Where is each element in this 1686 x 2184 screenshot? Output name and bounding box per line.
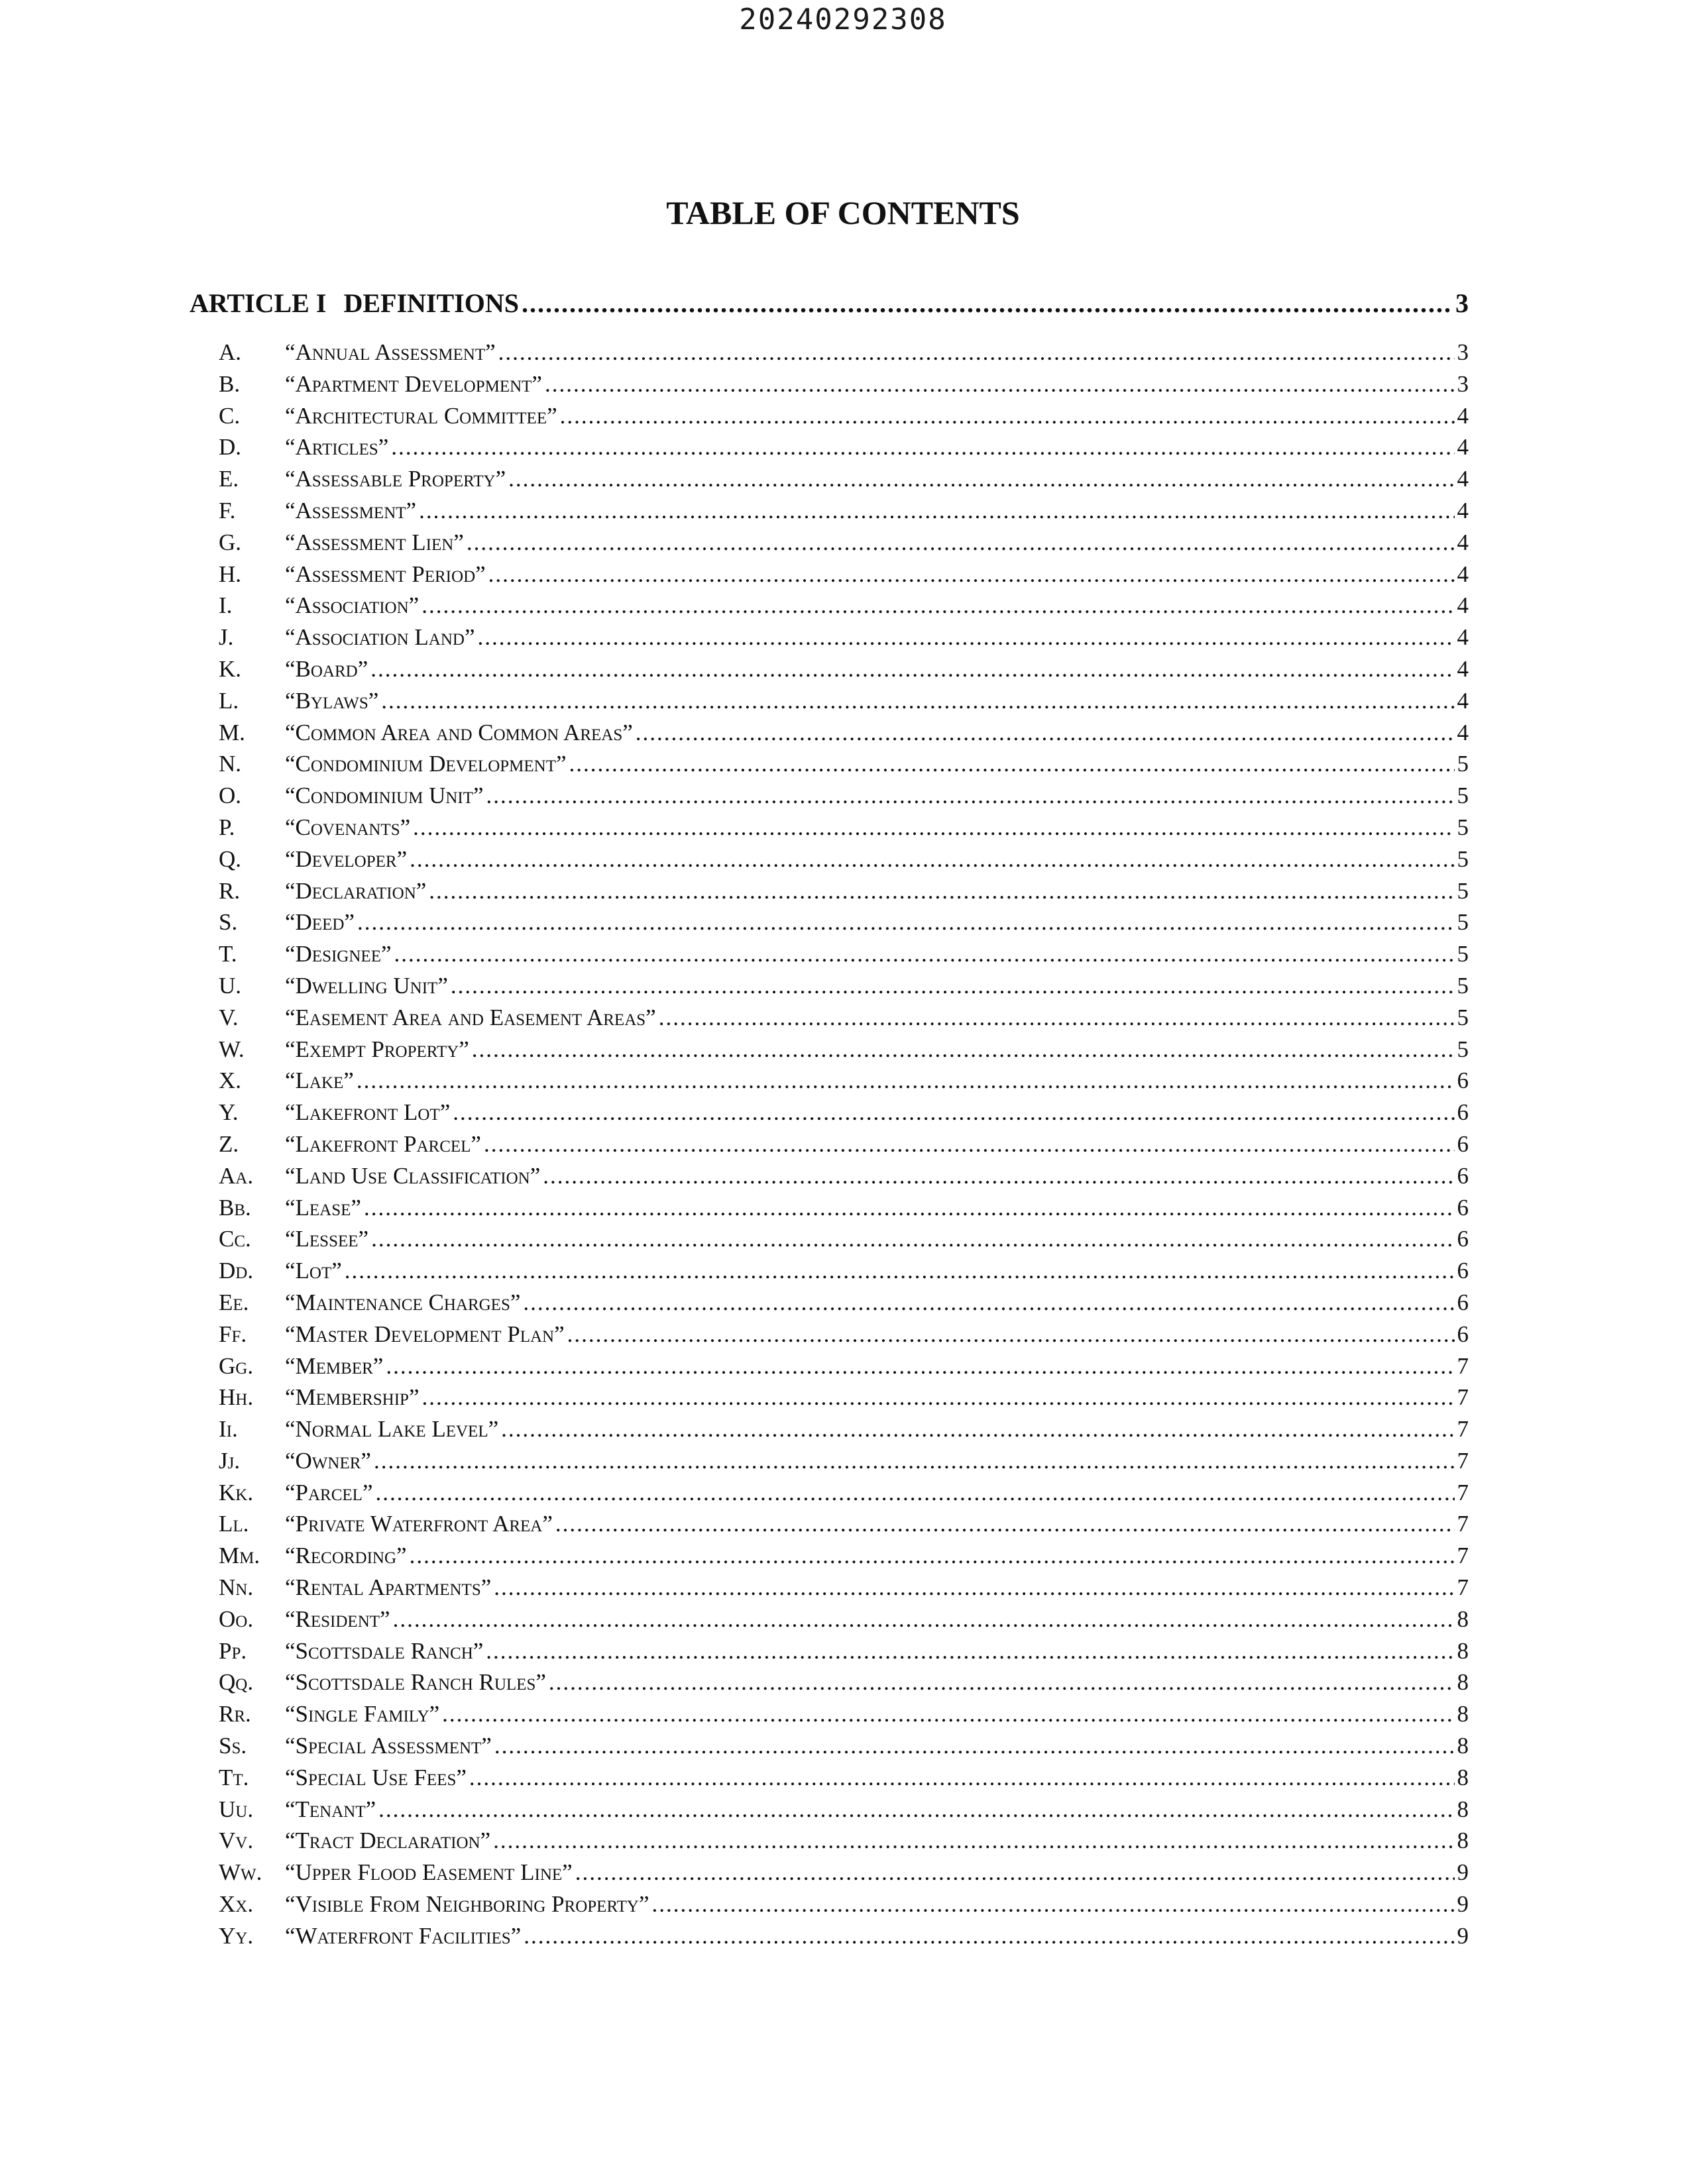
toc-entry <box>219 1163 1469 1195</box>
entry-page-number: 3 <box>1457 339 1469 365</box>
toc-entry <box>219 1701 1469 1733</box>
entry-letter: M. <box>219 719 245 745</box>
entry-term: “Parcel” <box>285 1479 373 1505</box>
toc-entry <box>219 878 1469 910</box>
entry-term: “Assessable Property” <box>285 466 506 492</box>
toc-entry <box>219 656 1469 688</box>
entry-page-number: 5 <box>1457 1036 1469 1062</box>
dot-leader <box>522 288 1453 319</box>
entry-letter: H. <box>219 561 242 587</box>
dot-leader <box>486 783 1455 809</box>
entry-letter: Hh. <box>219 1384 254 1411</box>
entry-term: “Rental Apartments” <box>285 1574 492 1601</box>
entry-letter: C. <box>219 402 241 429</box>
entry-page-number: 4 <box>1457 402 1469 429</box>
entry-page-number: 4 <box>1457 466 1469 492</box>
entry-term: “Assessment Lien” <box>285 529 464 555</box>
dot-leader <box>370 656 1454 682</box>
entry-letter: F. <box>219 497 236 523</box>
entry-page-number: 9 <box>1457 1859 1469 1886</box>
toc-entry <box>219 1859 1469 1891</box>
dot-leader <box>386 1353 1454 1380</box>
entry-page-number: 8 <box>1457 1606 1469 1632</box>
toc-entry-list <box>219 339 1469 1955</box>
toc-entry <box>219 751 1469 783</box>
entry-page-number: 4 <box>1457 561 1469 587</box>
entry-page-number: 6 <box>1457 1289 1469 1315</box>
dot-leader <box>374 1448 1455 1474</box>
dot-leader <box>393 1606 1455 1633</box>
entry-letter: N. <box>219 751 242 777</box>
entry-letter: K. <box>219 655 242 682</box>
entry-term: “Articles” <box>285 434 389 461</box>
entry-letter: Ee. <box>219 1289 249 1315</box>
dot-leader <box>371 1226 1454 1252</box>
toc-entry <box>219 624 1469 656</box>
entry-term: “Waterfront Facilities” <box>285 1922 522 1949</box>
entry-term: “Board” <box>285 655 368 682</box>
entry-letter: Cc. <box>219 1226 251 1252</box>
entry-term: “Deed” <box>285 909 355 936</box>
entry-letter: T. <box>219 941 237 967</box>
entry-letter: R. <box>219 877 241 904</box>
entry-page-number: 4 <box>1457 497 1469 523</box>
toc-entry <box>219 1480 1469 1511</box>
dot-leader <box>378 1796 1454 1823</box>
entry-term: “Lakefront Lot” <box>285 1099 451 1126</box>
entry-page-number: 5 <box>1457 846 1469 872</box>
entry-page-number: 5 <box>1457 941 1469 967</box>
dot-leader <box>394 941 1455 967</box>
entry-page-number: 9 <box>1457 1891 1469 1918</box>
entry-term: “Easement Area and Easement Areas” <box>285 1004 656 1030</box>
entry-term: “Resident” <box>285 1606 390 1632</box>
toc-entry <box>219 973 1469 1005</box>
dot-leader <box>419 498 1454 524</box>
entry-term: “Association Land” <box>285 624 475 651</box>
toc-entry <box>219 529 1469 561</box>
entry-page-number: 4 <box>1457 655 1469 682</box>
entry-page-number: 4 <box>1457 719 1469 745</box>
entry-letter: B. <box>219 370 241 397</box>
dot-leader <box>467 529 1455 556</box>
entry-term: “Private Waterfront Area” <box>285 1511 553 1537</box>
entry-page-number: 5 <box>1457 972 1469 999</box>
dot-leader <box>410 846 1454 873</box>
toc-entry <box>219 1289 1469 1321</box>
entry-term: “Owner” <box>285 1447 371 1474</box>
entry-page-number: 5 <box>1457 877 1469 904</box>
dot-leader <box>469 1765 1455 1791</box>
entry-letter: Y. <box>219 1099 239 1126</box>
entry-letter: Pp. <box>219 1637 247 1664</box>
entry-page-number: 7 <box>1457 1543 1469 1569</box>
entry-letter: A. <box>219 339 242 365</box>
entry-term: “Dwelling Unit” <box>285 972 448 999</box>
entry-letter: Oo. <box>219 1606 254 1632</box>
entry-page-number: 7 <box>1457 1352 1469 1379</box>
entry-page-number: 9 <box>1457 1922 1469 1949</box>
entry-letter: G. <box>219 529 242 555</box>
entry-term: “Recording” <box>285 1543 407 1569</box>
entry-page-number: 4 <box>1457 592 1469 619</box>
entry-letter: Kk. <box>219 1479 254 1505</box>
dot-leader <box>364 1195 1455 1221</box>
dot-leader <box>472 1036 1455 1063</box>
toc-entry <box>219 1574 1469 1606</box>
entry-letter: Vv. <box>219 1828 254 1854</box>
entry-letter: W. <box>219 1036 245 1062</box>
entry-letter: E. <box>219 466 239 492</box>
entry-term: “Declaration” <box>285 877 427 904</box>
toc-entry <box>219 941 1469 973</box>
toc-entry <box>219 1543 1469 1574</box>
toc-entry <box>219 498 1469 529</box>
toc-entry <box>219 403 1469 435</box>
toc-entry <box>219 1067 1469 1099</box>
dot-leader <box>560 403 1455 429</box>
toc-entry <box>219 688 1469 720</box>
entry-page-number: 4 <box>1457 529 1469 555</box>
entry-term: “Apartment Development” <box>285 370 542 397</box>
entry-letter: Jj. <box>219 1447 241 1474</box>
dot-leader <box>508 466 1454 492</box>
entry-term: “Scottsdale Ranch” <box>285 1637 484 1664</box>
dot-leader <box>488 561 1455 588</box>
entry-page-number: 5 <box>1457 1004 1469 1030</box>
toc-entry <box>219 1796 1469 1828</box>
entry-page-number: 8 <box>1457 1796 1469 1822</box>
entry-term: “Member” <box>285 1352 384 1379</box>
entry-letter: Uu. <box>219 1796 254 1822</box>
dot-leader <box>569 751 1455 777</box>
entry-page-number: 4 <box>1457 687 1469 714</box>
dot-leader <box>549 1669 1455 1696</box>
entry-letter: Mm. <box>219 1543 260 1569</box>
entry-term: “Condominium Unit” <box>285 783 484 809</box>
article-page-number: 3 <box>1455 288 1469 318</box>
entry-letter: X. <box>219 1067 242 1094</box>
entry-letter: Aa. <box>219 1162 254 1189</box>
toc-entry <box>219 371 1469 403</box>
dot-leader <box>453 1099 1454 1126</box>
entry-term: “Tenant” <box>285 1796 376 1822</box>
dot-leader <box>478 624 1455 651</box>
toc-entry <box>219 1733 1469 1765</box>
entry-page-number: 6 <box>1457 1194 1469 1221</box>
dot-leader <box>494 1733 1455 1759</box>
entry-term: “Lease” <box>285 1194 361 1221</box>
entry-letter: Ii. <box>219 1416 238 1443</box>
entry-term: “Annual Assessment” <box>285 339 496 365</box>
entry-page-number: 8 <box>1457 1669 1469 1696</box>
dot-leader <box>501 1416 1454 1443</box>
entry-letter: Nn. <box>219 1574 254 1601</box>
toc-entry <box>219 1005 1469 1036</box>
toc-entry <box>219 1099 1469 1131</box>
dot-leader <box>429 878 1454 904</box>
dot-leader <box>486 1638 1454 1665</box>
toc-article-heading <box>190 288 1469 325</box>
entry-page-number: 4 <box>1457 624 1469 651</box>
entry-page-number: 7 <box>1457 1447 1469 1474</box>
toc-entry <box>219 1226 1469 1258</box>
entry-letter: Qq. <box>219 1669 254 1696</box>
entry-letter: Yy. <box>219 1922 254 1949</box>
entry-page-number: 7 <box>1457 1384 1469 1411</box>
toc-entry <box>219 1891 1469 1923</box>
entry-term: “Exempt Property” <box>285 1036 469 1062</box>
entry-term: “Upper Flood Easement Line” <box>285 1859 573 1886</box>
entry-letter: Q. <box>219 846 242 872</box>
entry-letter: I. <box>219 592 233 619</box>
toc-entry <box>219 1765 1469 1796</box>
entry-term: “Visible From Neighboring Property” <box>285 1891 649 1918</box>
dot-leader <box>451 973 1455 999</box>
dot-leader <box>636 720 1455 746</box>
toc-entry <box>219 1511 1469 1543</box>
toc-entry <box>219 1036 1469 1068</box>
dot-leader <box>422 592 1454 619</box>
entry-page-number: 5 <box>1457 909 1469 936</box>
dot-leader <box>442 1701 1454 1727</box>
entry-term: “Land Use Classification” <box>285 1162 541 1189</box>
entry-term: “Tract Declaration” <box>285 1828 491 1854</box>
dot-leader <box>375 1480 1454 1506</box>
entry-letter: Ll. <box>219 1511 249 1537</box>
entry-page-number: 6 <box>1457 1067 1469 1094</box>
entry-term: “Lot” <box>285 1258 342 1284</box>
entry-letter: P. <box>219 814 235 840</box>
dot-leader <box>651 1891 1454 1918</box>
dot-leader <box>523 1289 1454 1316</box>
dot-leader <box>575 1859 1455 1886</box>
entry-page-number: 6 <box>1457 1258 1469 1284</box>
entry-term: “Lakefront Parcel” <box>285 1130 481 1157</box>
entry-term: “Common Area and Common Areas” <box>285 719 633 745</box>
dot-leader <box>524 1923 1454 1949</box>
entry-letter: Z. <box>219 1130 239 1157</box>
toc-entry <box>219 1923 1469 1955</box>
entry-page-number: 8 <box>1457 1764 1469 1790</box>
entry-page-number: 5 <box>1457 751 1469 777</box>
dot-leader <box>413 814 1454 841</box>
entry-term: “Covenants” <box>285 814 411 840</box>
toc-entry <box>219 1195 1469 1227</box>
entry-term: “Special Use Fees” <box>285 1764 467 1790</box>
toc-entry <box>219 1321 1469 1353</box>
entry-letter: Tt. <box>219 1764 249 1790</box>
dot-leader <box>357 909 1455 936</box>
article-title: DEFINITIONS <box>343 288 519 318</box>
entry-page-number: 6 <box>1457 1226 1469 1252</box>
toc-entry <box>219 339 1469 371</box>
toc-entry <box>219 909 1469 941</box>
dot-leader <box>659 1005 1455 1031</box>
toc-entry <box>219 1353 1469 1385</box>
entry-letter: D. <box>219 434 242 461</box>
toc-entry <box>219 1384 1469 1416</box>
entry-letter: Dd. <box>219 1258 254 1284</box>
toc-entry <box>219 434 1469 466</box>
dot-leader <box>484 1131 1455 1158</box>
entry-letter: J. <box>219 624 234 651</box>
toc-entry <box>219 1606 1469 1638</box>
toc-entry <box>219 814 1469 846</box>
toc-entry <box>219 592 1469 624</box>
entry-term: “Lessee” <box>285 1226 369 1252</box>
dot-leader <box>543 1163 1454 1189</box>
dot-leader <box>545 371 1455 398</box>
dot-leader <box>494 1574 1454 1601</box>
entry-term: “Master Development Plan” <box>285 1321 565 1347</box>
entry-letter: U. <box>219 972 242 999</box>
entry-letter: Ff. <box>219 1321 247 1347</box>
entry-page-number: 6 <box>1457 1130 1469 1157</box>
dot-leader <box>381 688 1454 714</box>
entry-term: “Normal Lake Level” <box>285 1416 499 1443</box>
entry-term: “Bylaws” <box>285 687 379 714</box>
entry-term: “Architectural Committee” <box>285 402 557 429</box>
toc-entry <box>219 720 1469 751</box>
dot-leader <box>410 1543 1455 1569</box>
entry-page-number: 7 <box>1457 1574 1469 1601</box>
entry-page-number: 6 <box>1457 1321 1469 1347</box>
toc-entry <box>219 783 1469 814</box>
entry-term: “Single Family” <box>285 1701 440 1727</box>
entry-page-number: 4 <box>1457 434 1469 461</box>
entry-letter: Ww. <box>219 1859 262 1886</box>
toc-entry <box>219 1258 1469 1289</box>
entry-letter: S. <box>219 909 238 936</box>
dot-leader <box>345 1258 1455 1284</box>
entry-page-number: 8 <box>1457 1828 1469 1854</box>
page-title: TABLE OF CONTENTS <box>666 194 1020 231</box>
dot-leader <box>498 339 1455 366</box>
entry-page-number: 5 <box>1457 783 1469 809</box>
entry-page-number: 8 <box>1457 1701 1469 1727</box>
entry-page-number: 7 <box>1457 1416 1469 1443</box>
dot-leader <box>555 1511 1455 1537</box>
entry-letter: V. <box>219 1004 239 1030</box>
entry-letter: Rr. <box>219 1701 251 1727</box>
dot-leader <box>391 434 1454 461</box>
entry-letter: L. <box>219 687 239 714</box>
entry-term: “Assessment” <box>285 497 417 523</box>
toc-entry <box>219 1828 1469 1859</box>
entry-term: “Special Assessment” <box>285 1733 492 1759</box>
entry-term: “Lake” <box>285 1067 354 1094</box>
dot-leader <box>357 1067 1455 1094</box>
toc-entry <box>219 1669 1469 1701</box>
entry-letter: Xx. <box>219 1891 254 1918</box>
entry-term: “Developer” <box>285 846 408 872</box>
article-number: ARTICLE I <box>190 288 327 318</box>
entry-page-number: 8 <box>1457 1637 1469 1664</box>
toc-entry <box>219 1638 1469 1670</box>
entry-term: “Condominium Development” <box>285 751 567 777</box>
dot-leader <box>422 1384 1455 1411</box>
entry-term: “Association” <box>285 592 420 619</box>
toc-entry <box>219 846 1469 878</box>
toc-entry <box>219 561 1469 593</box>
entry-page-number: 7 <box>1457 1511 1469 1537</box>
entry-term: “Assessment Period” <box>285 561 486 587</box>
toc-entry <box>219 466 1469 498</box>
toc-entry <box>219 1416 1469 1448</box>
entry-letter: Ss. <box>219 1733 247 1759</box>
entry-letter: Gg. <box>219 1352 254 1379</box>
entry-page-number: 7 <box>1457 1479 1469 1505</box>
entry-term: “Designee” <box>285 941 392 967</box>
entry-page-number: 3 <box>1457 370 1469 397</box>
entry-page-number: 8 <box>1457 1733 1469 1759</box>
entry-term: “Maintenance Charges” <box>285 1289 521 1315</box>
entry-term: “Membership” <box>285 1384 420 1411</box>
entry-page-number: 5 <box>1457 814 1469 840</box>
dot-leader <box>567 1321 1455 1348</box>
entry-page-number: 6 <box>1457 1162 1469 1189</box>
toc-entry <box>219 1448 1469 1480</box>
dot-leader <box>493 1828 1454 1854</box>
toc-entry <box>219 1131 1469 1163</box>
entry-page-number: 6 <box>1457 1099 1469 1126</box>
document-number: 20240292308 <box>739 3 947 36</box>
entry-term: “Scottsdale Ranch Rules” <box>285 1669 546 1696</box>
entry-letter: O. <box>219 783 242 809</box>
entry-letter: Bb. <box>219 1194 251 1221</box>
